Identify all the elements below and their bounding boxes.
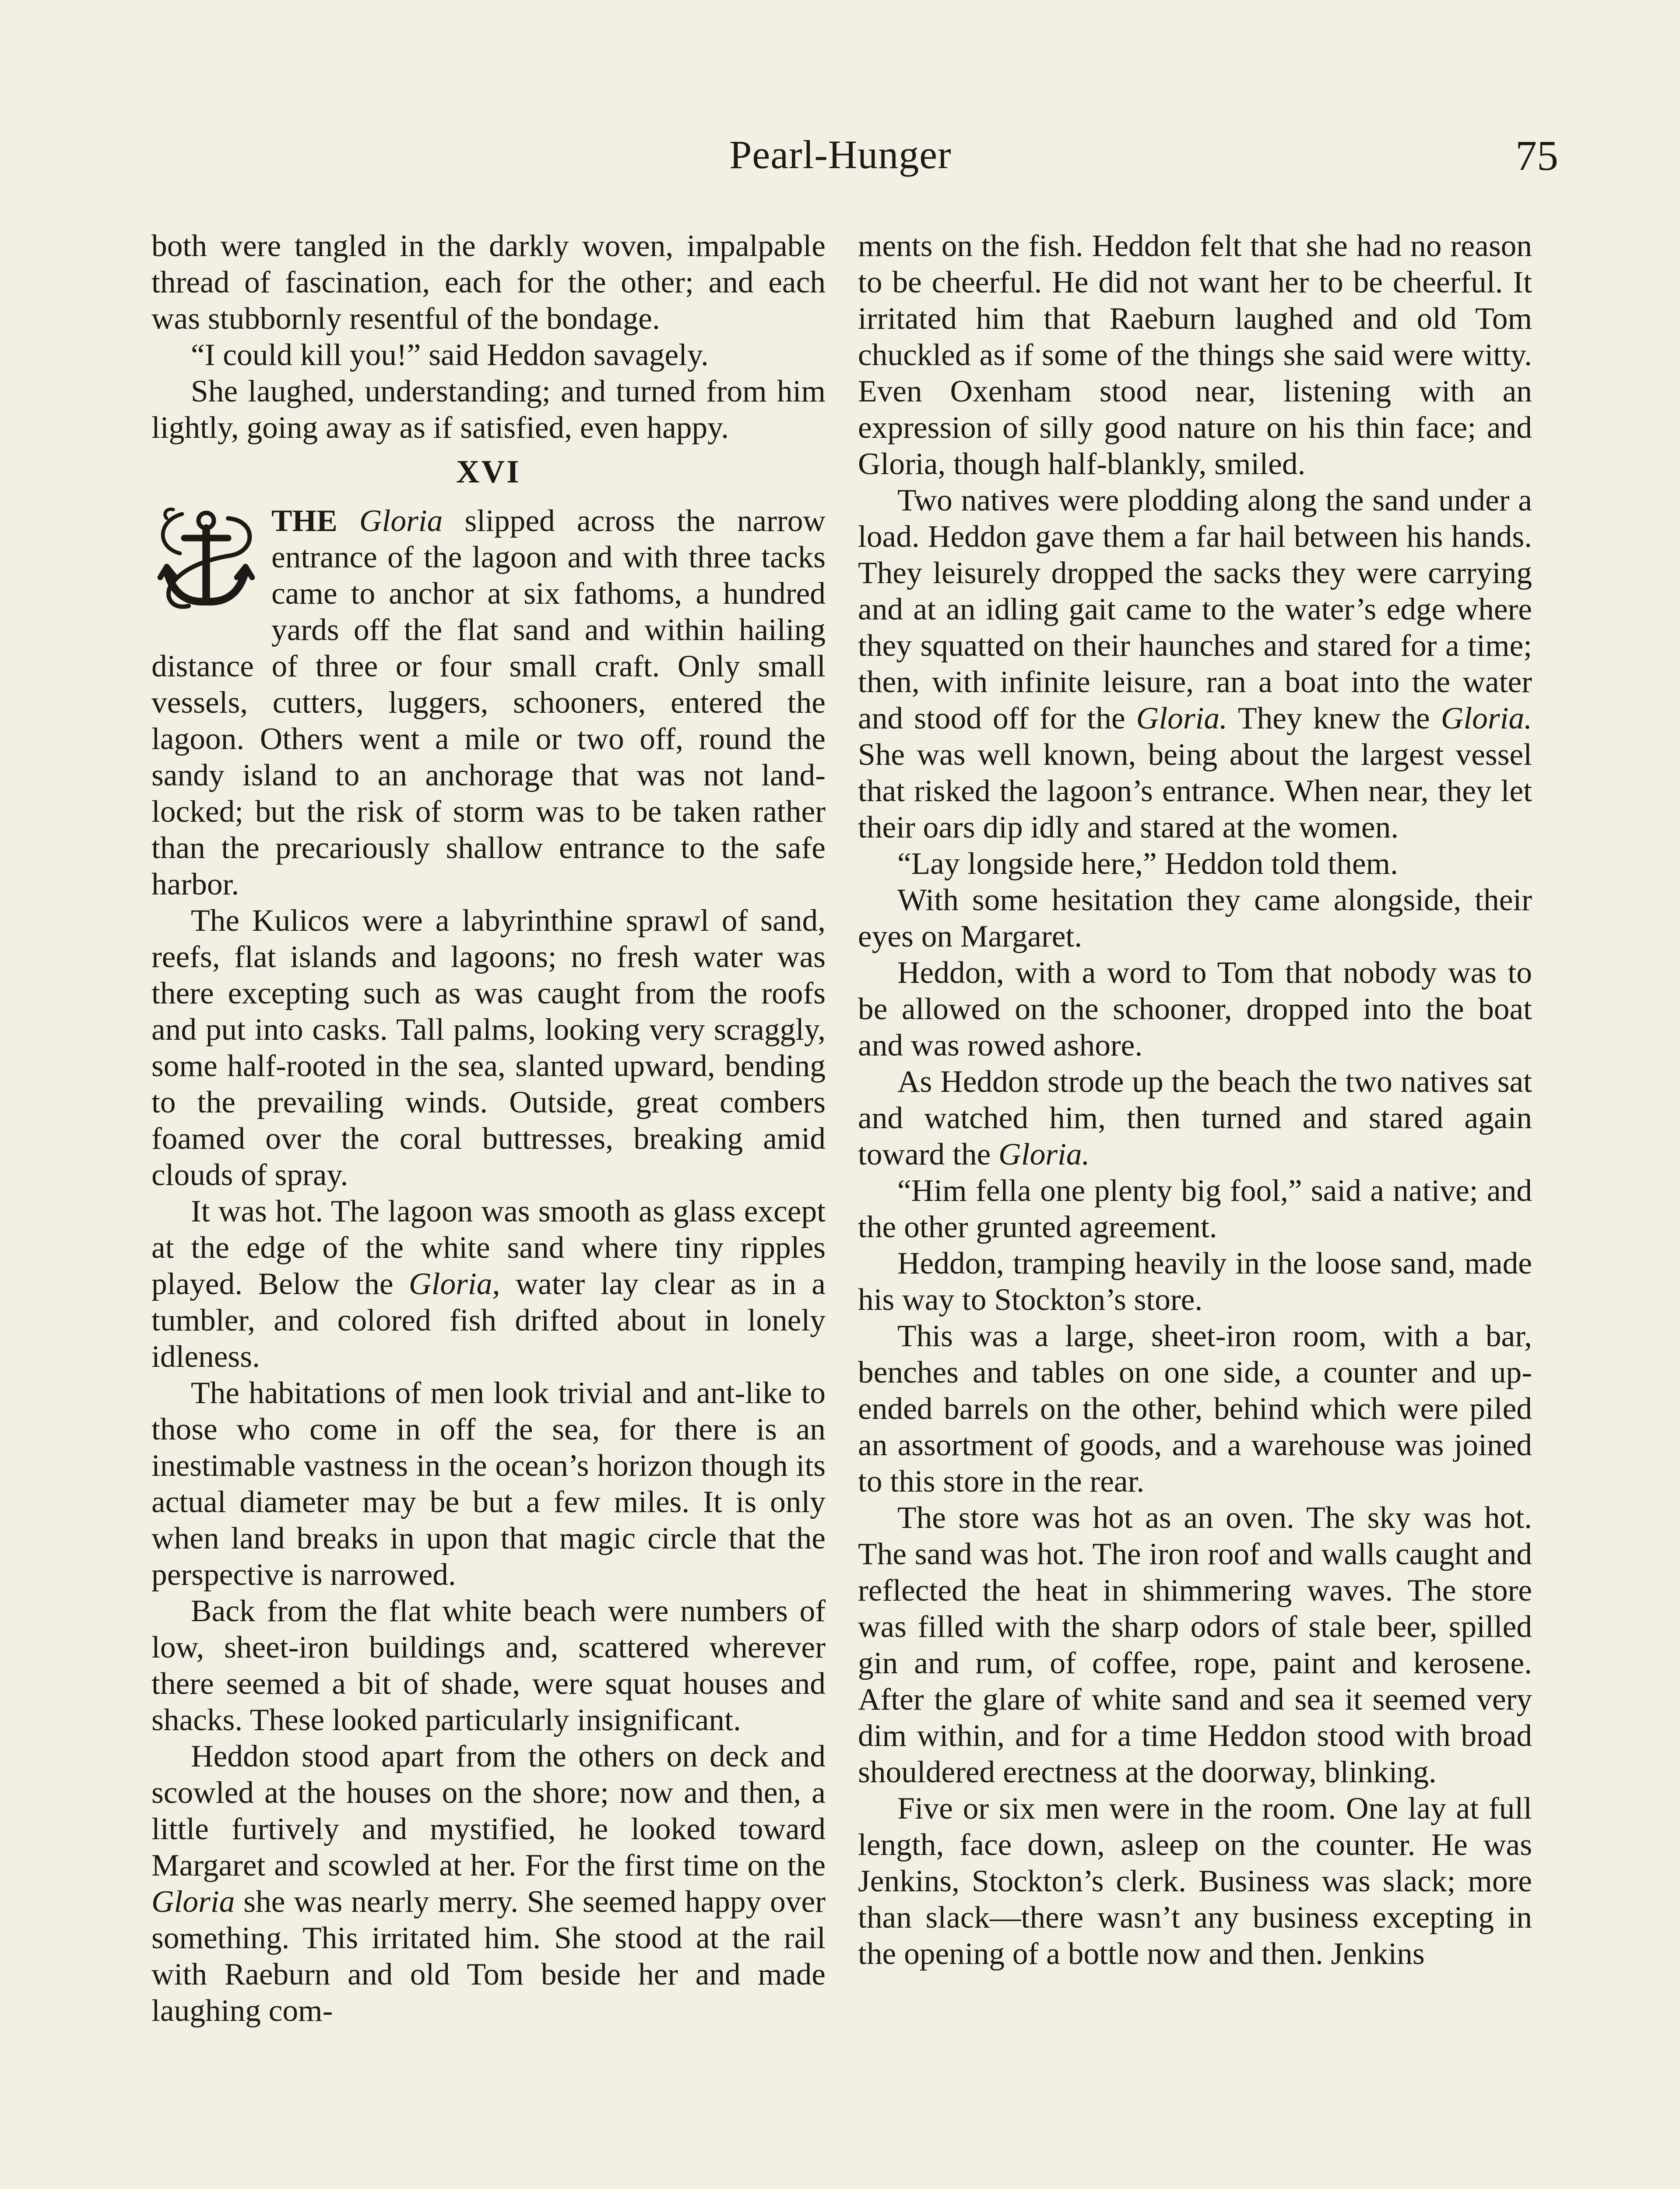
- paragraph: [858, 1063, 1532, 1172]
- chapter-lead-word: THE: [271, 503, 337, 538]
- text-run: slipped across the narrow entrance of the lagoon and with three tacks came to anchor at six fathoms, a hundred yards off the flat sand and within hailing distance of three or four small craft. Only small vessels, cutters, luggers, schooners, entered the lagoon. Others went a mile or two off, round the sandy island to an anchorage that was not land-locked; but the risk of storm was to be taken rather than the precariously shallow entrance to the safe harbor.: [151, 503, 826, 901]
- running-title: Pearl-Hunger: [729, 132, 952, 177]
- paragraph: Back from the flat white beach were numbers of low, sheet-iron buildings and, scattered wherever there seemed a bit of shade, were squat houses and shacks. These looked particularly insignificant.: [151, 1594, 826, 1737]
- paragraph: [151, 1193, 826, 1375]
- ship-name: Gloria.: [998, 1137, 1090, 1172]
- ship-name: Gloria: [359, 503, 443, 538]
- anchor-rope-icon: [151, 505, 261, 615]
- paragraph: Heddon, with a word to Tom that nobody was to be allowed on the schooner, dropped into the boat and was rowed ashore.: [858, 955, 1532, 1063]
- paragraph: The Kulicos were a labyrinthine sprawl of sand, reefs, flat islands and lagoons; no fresh water was there excepting such as was caught from the roofs and put into casks. Tall palms, looking very scraggly, some half-rooted in the sea, slanted upward, bending to the prevailing winds. Outside, great combers foamed over the coral buttresses, breaking amid clouds of spray.: [151, 903, 826, 1192]
- paragraph: ments on the fish. Heddon felt that she had no reason to be cheerful. He did not want her to be cheerful. It irritated him that Raeburn laughed and old Tom chuckled as if some of the things she said were witty. Even Oxenham stood near, listening with an expression of silly good nature on his thin face; and Gloria, though half-blankly, smiled.: [858, 229, 1532, 481]
- text-run: It was hot. The lagoon was smooth as glass except at the edge of the white sand where tiny ripples played. Below the: [151, 1194, 826, 1301]
- paragraph: The store was hot as an oven. The sky was hot. The sand was hot. The iron roof and walls caught and reflected the heat in shimmering waves. The store was filled with the sharp odors of stale beer, spilled gin and rum, of coffee, rope, paint and kerosene. After the glare of white sand and sea it seemed very dim within, and for a time Heddon stood with broad shouldered erectness at the doorway, blinking.: [858, 1500, 1532, 1789]
- text-run: Heddon stood apart from the others on deck and scowled at the houses on the shore; now and then, a little furtively and mystified, he looked toward Margaret and scowled at her. For the first time on the: [151, 1739, 826, 1883]
- text-run: she was nearly merry. She seemed happy over something. This irritated him. She stood at the rail with Raeburn and old Tom beside her and made laughing com-: [151, 1884, 826, 2028]
- paragraph: Five or six men were in the room. One lay at full length, face down, asleep on the counter. He was Jenkins, Stockton’s clerk. Business was slack; more than slack—there wasn’t any business excepting in the opening of a bottle now and then. Jenkins: [858, 1791, 1532, 1971]
- text-run: As Heddon strode up the beach the two natives sat and watched him, then turned and stared again toward the: [858, 1064, 1532, 1172]
- ship-name: Gloria: [151, 1884, 235, 1919]
- paragraph: With some hesitation they came alongside, their eyes on Margaret.: [858, 883, 1532, 954]
- paragraph: both were tangled in the darkly woven, impalpable thread of fascination, each for the other; and each was stubbornly resentful of the bondage.: [151, 229, 826, 336]
- paragraph: This was a large, sheet-iron room, with a bar, benches and tables on one side, a counter and up-ended barrels on the other, behind which were piled an assortment of goods, and a warehouse was joined to this store in the rear.: [858, 1319, 1532, 1499]
- paragraph: “Lay longside here,” Heddon told them.: [897, 846, 1398, 881]
- ship-name: Gloria.: [1136, 701, 1228, 736]
- paragraph: Heddon, tramping heavily in the loose sand, made his way to Stockton’s store.: [858, 1246, 1532, 1317]
- paragraph: [858, 482, 1532, 845]
- paragraph: “I could kill you!” said Heddon savagely.: [191, 338, 709, 372]
- ship-name: Gloria.: [1441, 701, 1532, 736]
- paragraph: She laughed, understanding; and turned from him lightly, going away as if satisfied, even happy.: [151, 374, 826, 445]
- text-run: She was well known, being about the largest vessel that risked the lagoon’s entrance. When near, they let their oars dip idly and stared at the women.: [858, 737, 1532, 845]
- paragraph: The habitations of men look trivial and ant-like to those who come in off the sea, for there is an inestimable vastness in the ocean’s horizon though its actual diameter may be but a few miles. It is only when land breaks in upon that magic circle that the perspective is narrowed.: [151, 1376, 826, 1592]
- text-run: They knew the: [1237, 701, 1430, 736]
- chapter-heading: XVI: [456, 454, 521, 490]
- paragraph: [151, 1738, 826, 2029]
- text-run: water lay clear as in a tumbler, and colored fish drifted about in lonely idleness.: [151, 1267, 826, 1374]
- text-column-left: [151, 228, 826, 2029]
- text-column-right: [858, 228, 1532, 1972]
- ship-name: Gloria,: [409, 1267, 500, 1301]
- page-number: 75: [1515, 132, 1558, 179]
- paragraph: “Him fella one plenty big fool,” said a native; and the other grunted agreement.: [858, 1173, 1532, 1244]
- text-run: Two natives were plodding along the sand under a load. Heddon gave them a far hail between his hands. They leisurely dropped the sacks they were carrying and at an idling gait came to the water’s edge where they squatted on their haunches and stared for a time; then, with infinite leisure, ran a boat into the water and stood off for the: [858, 483, 1532, 736]
- chapter-opening-paragraph: [151, 503, 826, 902]
